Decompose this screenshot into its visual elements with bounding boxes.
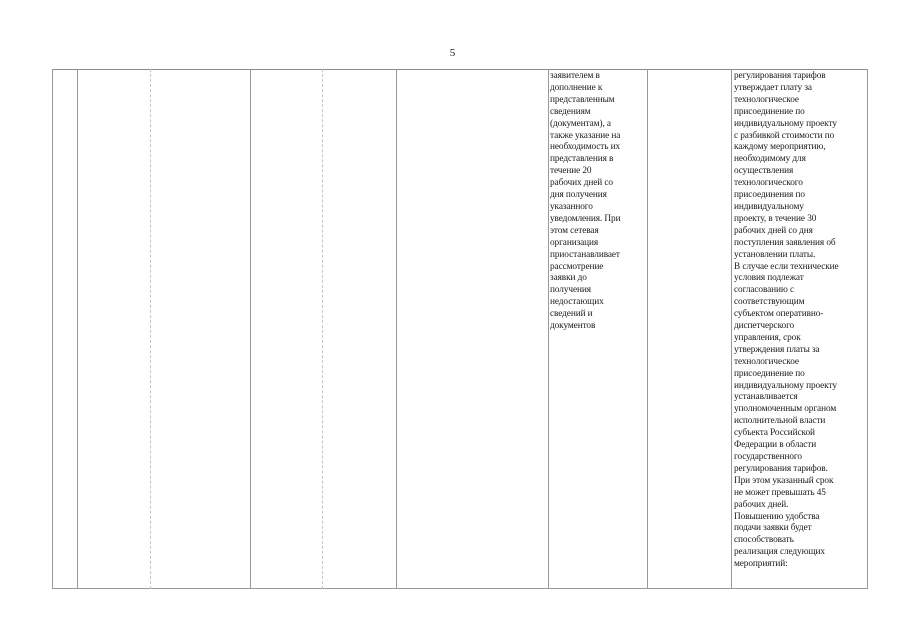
cell-text-procedure: заявителем в дополнение к представленным сведениям (документам), а также указание на необходимость их представления в течение 20 рабочих дней со дня получения указанного уведомления. При этом сетевая организация приостанавливает рассмотрение заявки до получения недостающих сведений и документов — [550, 71, 621, 332]
cell-text-measures: регулирования тарифов утверждает плату за технологическое присоединение по индивидуальному проекту с разбивкой стоимости по каждому мероприятию, необходимому для осуществления технологического присоединения по индивидуальному проекту, в течение 30 рабочих дней со дня поступления заявления об установлении платы. В случае если технические условия подлежат согласованию с соответствующим субъектом оперативно- диспетчерского управления, срок утверждения платы за технологическое присоединение по индивидуальному проекту устанавливается уполномоченным органом исполнительной власти субъекта Российской Федерации в области государственного регулирования тарифов. При этом указанный срок не может превышать 45 рабочих дней. Повышению удобства подачи заявки будет способствовать реализация следующих мероприятий: — [734, 71, 839, 570]
column-divider-6 — [396, 69, 397, 589]
column-divider-8 — [647, 69, 648, 589]
page-number: 5 — [449, 47, 456, 59]
document-table — [52, 69, 868, 589]
column-divider-5 — [322, 69, 323, 589]
column-divider-1 — [52, 69, 53, 589]
column-divider-7 — [548, 69, 549, 589]
column-divider-9 — [731, 69, 732, 589]
table-top-border — [52, 69, 868, 70]
column-divider-3 — [150, 69, 151, 589]
column-divider-2 — [77, 69, 78, 589]
table-bottom-border — [52, 588, 868, 589]
column-divider-4 — [250, 69, 251, 589]
